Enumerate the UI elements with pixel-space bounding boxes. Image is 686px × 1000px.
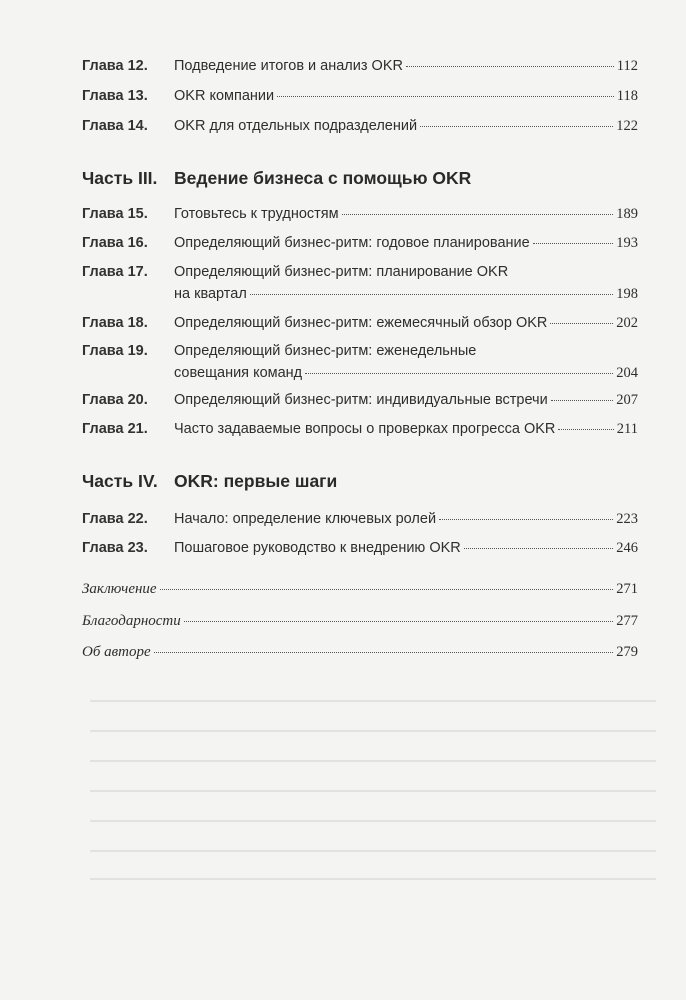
page-number: 279 <box>616 644 638 660</box>
leader-dots <box>342 214 614 215</box>
chapter-title: Часто задаваемые вопросы о проверках прогресса OKR <box>174 421 556 437</box>
leader-dots <box>464 548 613 549</box>
leader-dots <box>558 429 613 430</box>
chapter-number: Глава 14. <box>82 118 148 134</box>
show-through <box>90 850 656 852</box>
show-through <box>90 878 656 880</box>
part-heading-4[interactable] <box>82 471 337 492</box>
back-matter-title: Об авторе <box>82 644 151 660</box>
leader-dots <box>277 96 614 97</box>
chapter-number: Глава 12. <box>82 58 148 74</box>
show-through <box>90 820 656 822</box>
leader-dots <box>533 243 614 244</box>
chapter-number: Глава 22. <box>82 511 148 527</box>
page-number: 211 <box>616 421 638 437</box>
page-number: 112 <box>616 58 638 74</box>
chapter-title-cont: совещания команд <box>174 365 303 381</box>
chapter-number: Глава 23. <box>82 540 148 556</box>
leader-dots <box>184 621 614 622</box>
chapter-title: Готовьтесь к трудностям <box>174 206 339 222</box>
chapter-number: Глава 15. <box>82 206 148 222</box>
part-heading-3[interactable] <box>82 168 471 189</box>
leader-dots <box>406 66 614 67</box>
back-matter-title: Благодарности <box>82 613 181 629</box>
part-title: Ведение бизнеса с помощью OKR <box>174 168 472 188</box>
leader-dots <box>439 519 613 520</box>
chapter-title: Начало: определение ключевых ролей <box>174 511 437 527</box>
page-number: 271 <box>616 581 638 597</box>
leader-dots <box>550 323 613 324</box>
chapter-title: Подведение итогов и анализ OKR <box>174 58 403 74</box>
leader-dots <box>250 294 613 295</box>
page-number: 246 <box>616 540 638 556</box>
leader-dots <box>160 589 614 590</box>
chapter-title-cont: на квартал <box>174 286 247 302</box>
page-number: 118 <box>616 88 638 104</box>
page-number: 204 <box>616 365 638 381</box>
chapter-number: Глава 13. <box>82 88 148 104</box>
chapter-title: Определяющий бизнес-ритм: ежемесячный обзор OKR <box>174 315 548 331</box>
page-number: 189 <box>616 206 638 222</box>
page-number: 202 <box>616 315 638 331</box>
chapter-number: Глава 16. <box>82 235 148 251</box>
part-label: Часть IV. <box>82 471 158 491</box>
leader-dots <box>551 400 614 401</box>
chapter-number: Глава 20. <box>82 392 148 408</box>
back-matter-title: Заключение <box>82 581 157 597</box>
page-number: 193 <box>616 235 638 251</box>
chapter-title: Определяющий бизнес-ритм: планирование OKR <box>174 264 509 280</box>
chapter-number: Глава 21. <box>82 421 148 437</box>
page-number: 207 <box>616 392 638 408</box>
leader-dots <box>154 652 614 653</box>
chapter-title: OKR для отдельных подразделений <box>174 118 418 134</box>
leader-dots <box>420 126 613 127</box>
show-through <box>90 790 656 792</box>
chapter-number: Глава 17. <box>82 264 148 280</box>
chapter-title: Пошаговое руководство к внедрению OKR <box>174 540 461 556</box>
chapter-number: Глава 19. <box>82 343 148 359</box>
page-number: 223 <box>616 511 638 527</box>
leader-dots <box>305 373 613 374</box>
chapter-title: OKR компании <box>174 88 275 104</box>
chapter-title: Определяющий бизнес-ритм: индивидуальные встречи <box>174 392 548 408</box>
part-label: Часть III. <box>82 168 158 188</box>
page-number: 122 <box>616 118 638 134</box>
show-through <box>90 700 656 702</box>
part-title: OKR: первые шаги <box>174 471 338 491</box>
page-number: 198 <box>616 286 638 302</box>
show-through <box>90 730 656 732</box>
show-through <box>90 760 656 762</box>
chapter-number: Глава 18. <box>82 315 148 331</box>
page-number: 277 <box>616 613 638 629</box>
chapter-title: Определяющий бизнес-ритм: годовое планирование <box>174 235 530 251</box>
chapter-title: Определяющий бизнес-ритм: еженедельные <box>174 343 477 359</box>
